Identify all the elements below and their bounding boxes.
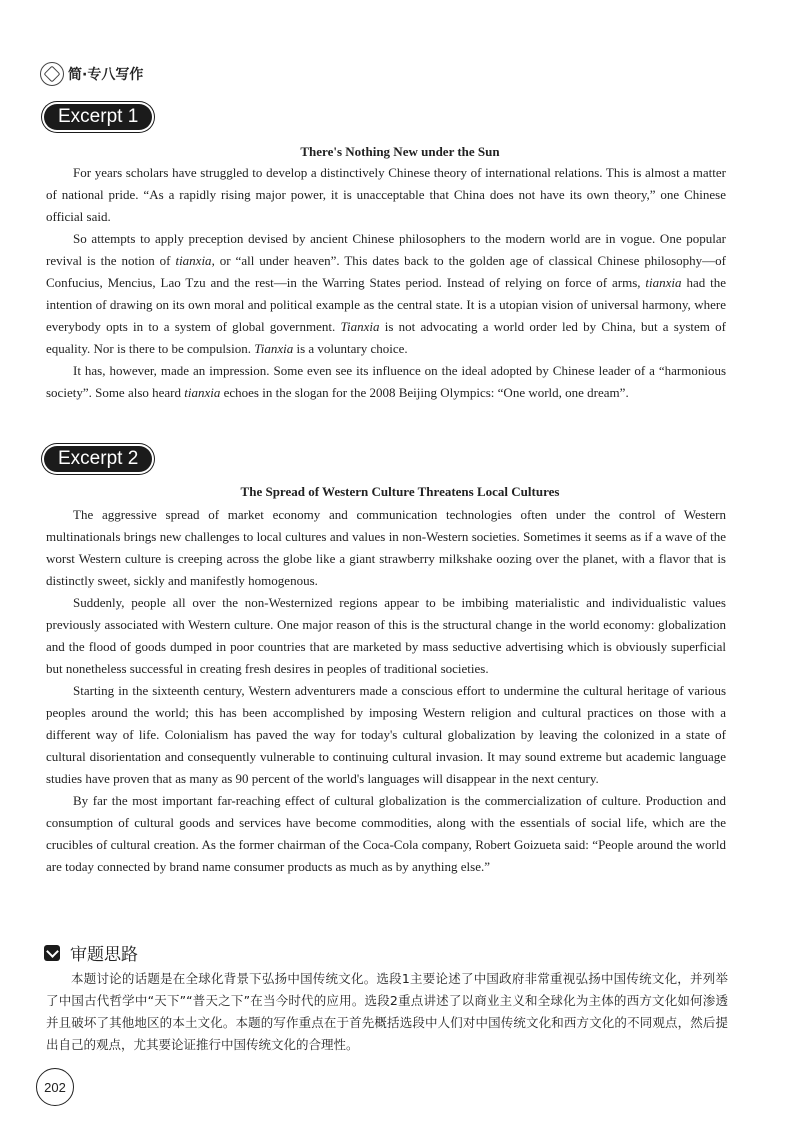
analysis-body xyxy=(46,968,728,1056)
analysis-header xyxy=(44,940,138,965)
book-logo-icon xyxy=(40,62,64,86)
excerpt-1-heading: There's Nothing New under the Sun xyxy=(300,144,500,159)
page-header xyxy=(40,62,143,86)
paragraph: By far the most important far-reaching effect of cultural globalization is the commercialization of culture. Production and consumption of cultural goods and services have become commodities, along with the essentials of social life, which are the crucibles of cultural creation. As the former chairman of the Coca-Cola company, Robert Goizueta said: “People around the world are today connected by brand name consumer products as much as by anything else.” xyxy=(46,793,726,874)
paragraph: For years scholars have struggled to develop a distinctively Chinese theory of international relations. This is almost a matter of national pride. “As a rapidly rising major power, it is unacceptable that China does not have its own theory,” one Chinese official said. xyxy=(46,165,726,224)
paragraph: Starting in the sixteenth century, Western adventurers made a conscious effort to undermine the cultural heritage of various peoples around the world; this has been accomplished by imposing Western religion and cultural practices on those with a different way of life. Colonialism has paved the way for today's cultural globalization by leaving the colonized in a state of cultural disorientation and consequently vulnerable to continuing cultural invasion. It may sound extreme but academic language studies have proven that as many as 90 percent of the world's languages will disappear in the next century. xyxy=(46,683,726,786)
analysis-title: 审题思路 xyxy=(70,945,138,965)
excerpt-2-heading: The Spread of Western Culture Threatens Local Cultures xyxy=(240,484,560,499)
paragraph: Suddenly, people all over the non-Westernized regions appear to be imbibing materialistic and individualistic values previously associated with Western culture. One major reason of this is the structural change in the world economy: globalization and the flood of goods dumped in poor countries that are marketed by mass seductive advertising which is obviously superficial but nonetheless successful in creating fresh desires in peoples of traditional societies. xyxy=(46,595,726,676)
paragraph: The aggressive spread of market economy and communication technologies often under the control of Western multinationals brings new challenges to local cultures and values in non-Western societies. Sometimes it seems as if a wave of the worst Western culture is creeping across the globe like a giant strawberry milkshake oozing over the planet, with a flavor that is distinctly sweet, sickly and manifestly homogenous. xyxy=(46,507,726,588)
paragraph: So attempts to apply preception devised by ancient Chinese philosophers to the modern world are in vogue. One popular revival is the notion of tianxia, or “all under heaven”. This dates back to the golden age of classical Chinese philosophy—of Confucius, Mencius, Lao Tzu and the rest—in the Warring States period. Instead of relying on force of arms, tianxia had the intention of drawing on its own moral and political example as the central state. It is a utopian vision of universal harmony, where everybody opts in to a system of global government. Tianxia is not advocating a world order led by China, but a system of equality. Nor is there to be compulsion. Tianxia is a voluntary choice. xyxy=(46,231,726,356)
book-title: 简·专八写作 xyxy=(68,67,144,83)
paragraph: 本题讨论的话题是在全球化背景下弘扬中国传统文化。选段1主要论述了中国政府非常重视弘扬中国传统文化，并列举了中国古代哲学中“天下”“普天之下”在当今时代的应用。选段2重点讲述了以商业主义和全球化为主体的西方文化如何渗透并且破坏了其他地区的本土文化。本题的写作重点在于首先概括选段中人们对中国传统文化和西方文化的不同观点，然后提出自己的观点，尤其要论证推行中国传统文化的合理性。 xyxy=(46,971,728,1052)
excerpt-1-badge: Excerpt 1 xyxy=(44,104,152,130)
excerpt-2-badge: Excerpt 2 xyxy=(44,446,152,472)
page-number: 202 xyxy=(36,1068,74,1106)
excerpt-1-body xyxy=(46,162,726,404)
paragraph: It has, however, made an impression. Some even see its influence on the ideal adopted by Chinese leader of a “harmonious society”. Some also heard tianxia echoes in the slogan for the 2008 Beijing Olympics: “One world, one dream”. xyxy=(46,363,726,400)
chevron-down-icon xyxy=(44,945,60,961)
excerpt-2-body xyxy=(46,504,726,878)
